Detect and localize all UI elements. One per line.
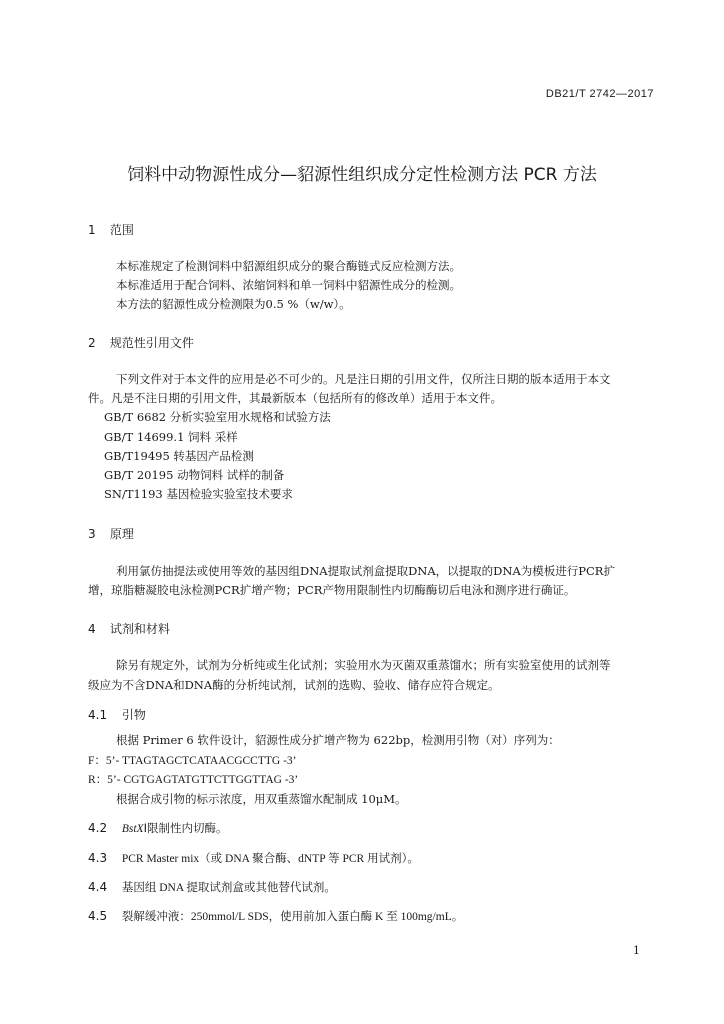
paragraph-line: 根据 Primer 6 软件设计，貂源性成分扩增产物为 622bp，检测用引物（对）序列为：	[116, 733, 560, 747]
subsection-4-1-heading	[88, 706, 146, 723]
subsection-number: 4.1	[88, 708, 108, 722]
enzyme-name: BstX	[121, 823, 144, 835]
paragraph-line: 下列文件对于本文件的应用是必不可少的。凡是注日期的引用文件，仅所注日期的版本适用于本文	[116, 372, 611, 386]
section-number: 4	[88, 622, 96, 636]
reverse-primer: R：5’- CGTGAGTATGTTCTTGGTTAG -3’	[88, 774, 299, 786]
paragraph-line: 本标准适用于配合饲料、浓缩饲料和单一饲料中貂源性成分的检测。	[116, 278, 461, 292]
subsection-number: 4.5	[88, 909, 108, 923]
reference-item: SN/T1193 基因检验实验室技术要求	[104, 487, 293, 501]
standard-code: DB21/T 2742—2017	[545, 88, 654, 100]
forward-primer: F：5’- TTAGTAGCTCATAACGCCTTG -3’	[88, 755, 297, 767]
paragraph-line: 根据合成引物的标示浓度，用双重蒸馏水配制成 10μM。	[116, 792, 407, 806]
paragraph-line: 级应为不含DNA和DNA酶的分析纯试剂，试剂的选购、验收、储存应符合规定。	[88, 678, 500, 692]
paragraph-line: 利用氯仿抽提法或使用等效的基因组DNA提取试剂盒提取DNA，以提取的DNA为模板进行PCR扩	[116, 564, 615, 578]
paragraph-line: 件。凡是不注日期的引用文件，其最新版本（包括所有的修改单）适用于本文件。	[88, 391, 502, 405]
subsection-number: 4.2	[88, 821, 108, 835]
section-4-heading	[88, 620, 170, 637]
enzyme-roman: Ⅰ	[143, 821, 147, 835]
subsection-4-5	[88, 908, 463, 924]
reference-item: GB/T19495 转基因产品检测	[104, 449, 254, 463]
paragraph-line: 增，琼脂糖凝胶电泳检测PCR扩增产物；PCR产物用限制性内切酶酶切后电泳和测序进行确证。	[88, 583, 576, 597]
subsection-text: 基因组 DNA 提取试剂盒或其他替代试剂。	[121, 882, 336, 894]
subsection-text: 限制性内切酶。	[146, 821, 228, 835]
subsection-4-2	[88, 820, 227, 836]
section-number: 3	[88, 527, 96, 541]
reference-item: GB/T 20195 动物饲料 试样的制备	[104, 468, 285, 482]
reference-item: GB/T 14699.1 饲料 采样	[104, 430, 238, 444]
subsection-text: PCR Master mix（或 DNA 聚合酶、dNTP 等 PCR 用试剂）。	[121, 853, 419, 865]
section-1-heading	[88, 221, 134, 238]
subsection-4-4	[88, 879, 336, 895]
section-title: 试剂和材料	[109, 622, 170, 636]
subsection-text: 裂解缓冲液：250mmol/L SDS，使用前加入蛋白酶 K 至 100mg/mL。	[121, 911, 464, 923]
section-title: 原理	[109, 527, 134, 541]
section-number: 2	[88, 336, 96, 350]
subsection-title: 引物	[121, 708, 146, 722]
paragraph-line: 本标准规定了检测饲料中貂源组织成分的聚合酶链式反应检测方法。	[116, 259, 461, 273]
paragraph-line: 本方法的貂源性成分检测限为0.5 %（w/w）。	[116, 297, 351, 311]
page-number: 1	[633, 944, 640, 957]
section-2-heading	[88, 334, 194, 351]
section-title: 范围	[109, 223, 134, 237]
paragraph-line: 除另有规定外，试剂为分析纯或生化试剂；实验用水为灭菌双重蒸馏水；所有实验室使用的试剂等	[116, 658, 611, 672]
section-3-heading	[88, 525, 134, 542]
document-title: 饲料中动物源性成分—貂源性组织成分定性检测方法 PCR 方法	[127, 165, 597, 185]
subsection-4-3	[88, 850, 419, 866]
reference-item: GB/T 6682 分析实验室用水规格和试验方法	[104, 410, 331, 424]
section-title: 规范性引用文件	[109, 336, 194, 350]
subsection-number: 4.3	[88, 851, 108, 865]
subsection-number: 4.4	[88, 880, 108, 894]
section-number: 1	[88, 223, 96, 237]
